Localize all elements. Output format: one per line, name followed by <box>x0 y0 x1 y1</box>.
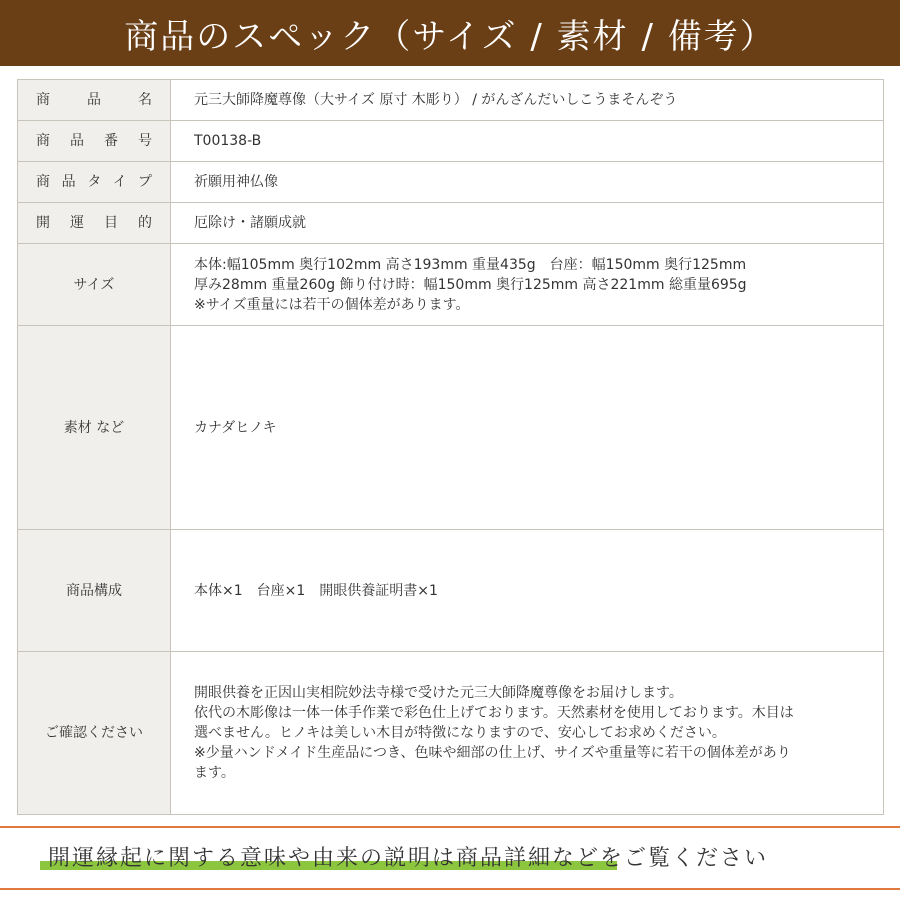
notice-line: 選べません。ヒノキは美しい木目が特徴になりますので、安心してお求めください。 <box>194 725 726 741</box>
size-line: ※サイズ重量には若干の個体差があります。 <box>194 296 470 313</box>
spec-value-type: 祈願用神仏像 <box>171 162 884 203</box>
footer-banner <box>40 839 880 879</box>
notice-line: ます。 <box>194 765 235 781</box>
spec-label-material: 素材 など <box>18 326 171 530</box>
spec-row-number <box>18 121 884 162</box>
spec-row-type <box>18 162 884 203</box>
spec-row-contents <box>18 530 884 652</box>
size-line: 厚み28mm 重量260g 飾り付け時：幅150mm 奥行125mm 高さ221mm 総重量695g <box>194 276 747 293</box>
header-bar <box>0 0 900 66</box>
spec-label-cell <box>18 80 171 121</box>
spec-row-name <box>18 80 884 121</box>
footer-top-rule <box>0 826 900 828</box>
footer-bottom-rule <box>0 888 900 890</box>
spec-row-material <box>18 326 884 530</box>
spec-row-notice <box>18 652 884 815</box>
spec-label-size: サイズ <box>18 244 171 326</box>
spec-value-purpose: 厄除け・諸願成就 <box>171 203 884 244</box>
spec-label-number: 商品番号 <box>36 133 152 149</box>
footer-text: 開運縁起に関する意味や由来の説明は商品詳細などをご覧ください <box>48 846 769 871</box>
spec-value-contents: 本体×1 台座×1 開眼供養証明書×1 <box>171 530 884 652</box>
spec-label-cell <box>18 121 171 162</box>
spec-value-number: T00138-B <box>171 121 884 162</box>
notice-line: 開眼供養を正因山実相院妙法寺様で受けた元三大師降魔尊像をお届けします。 <box>194 685 683 701</box>
spec-value-material: カナダヒノキ <box>171 326 884 530</box>
notice-line: 依代の木彫像は一体一体手作業で彩色仕上げております。天然素材を使用しております。木目は <box>194 705 794 721</box>
spec-label-cell <box>18 203 171 244</box>
spec-label-contents: 商品構成 <box>18 530 171 652</box>
spec-label-type: 商品タイプ <box>36 174 152 190</box>
spec-row-purpose <box>18 203 884 244</box>
page-title: 商品のスペック（サイズ / 素材 / 備考） <box>124 16 776 57</box>
notice-line: ※少量ハンドメイド生産品につき、色味や細部の仕上げ、サイズや重量等に若干の個体差があり <box>194 745 791 761</box>
spec-label-notice: ご確認ください <box>18 652 171 815</box>
spec-label-purpose: 開運目的 <box>36 215 152 231</box>
spec-row-size <box>18 244 884 326</box>
spec-value-size <box>171 244 884 326</box>
spec-label-cell <box>18 162 171 203</box>
spec-value-name: 元三大師降魔尊像（大サイズ 原寸 木彫り） / がんざんだいしこうまそんぞう <box>171 80 884 121</box>
spec-value-notice <box>171 652 884 815</box>
size-line: 本体:幅105mm 奥行102mm 高さ193mm 重量435g 台座：幅150mm 奥行125mm <box>194 256 747 273</box>
spec-table <box>17 79 884 815</box>
spec-label-name: 商品名 <box>36 92 152 108</box>
